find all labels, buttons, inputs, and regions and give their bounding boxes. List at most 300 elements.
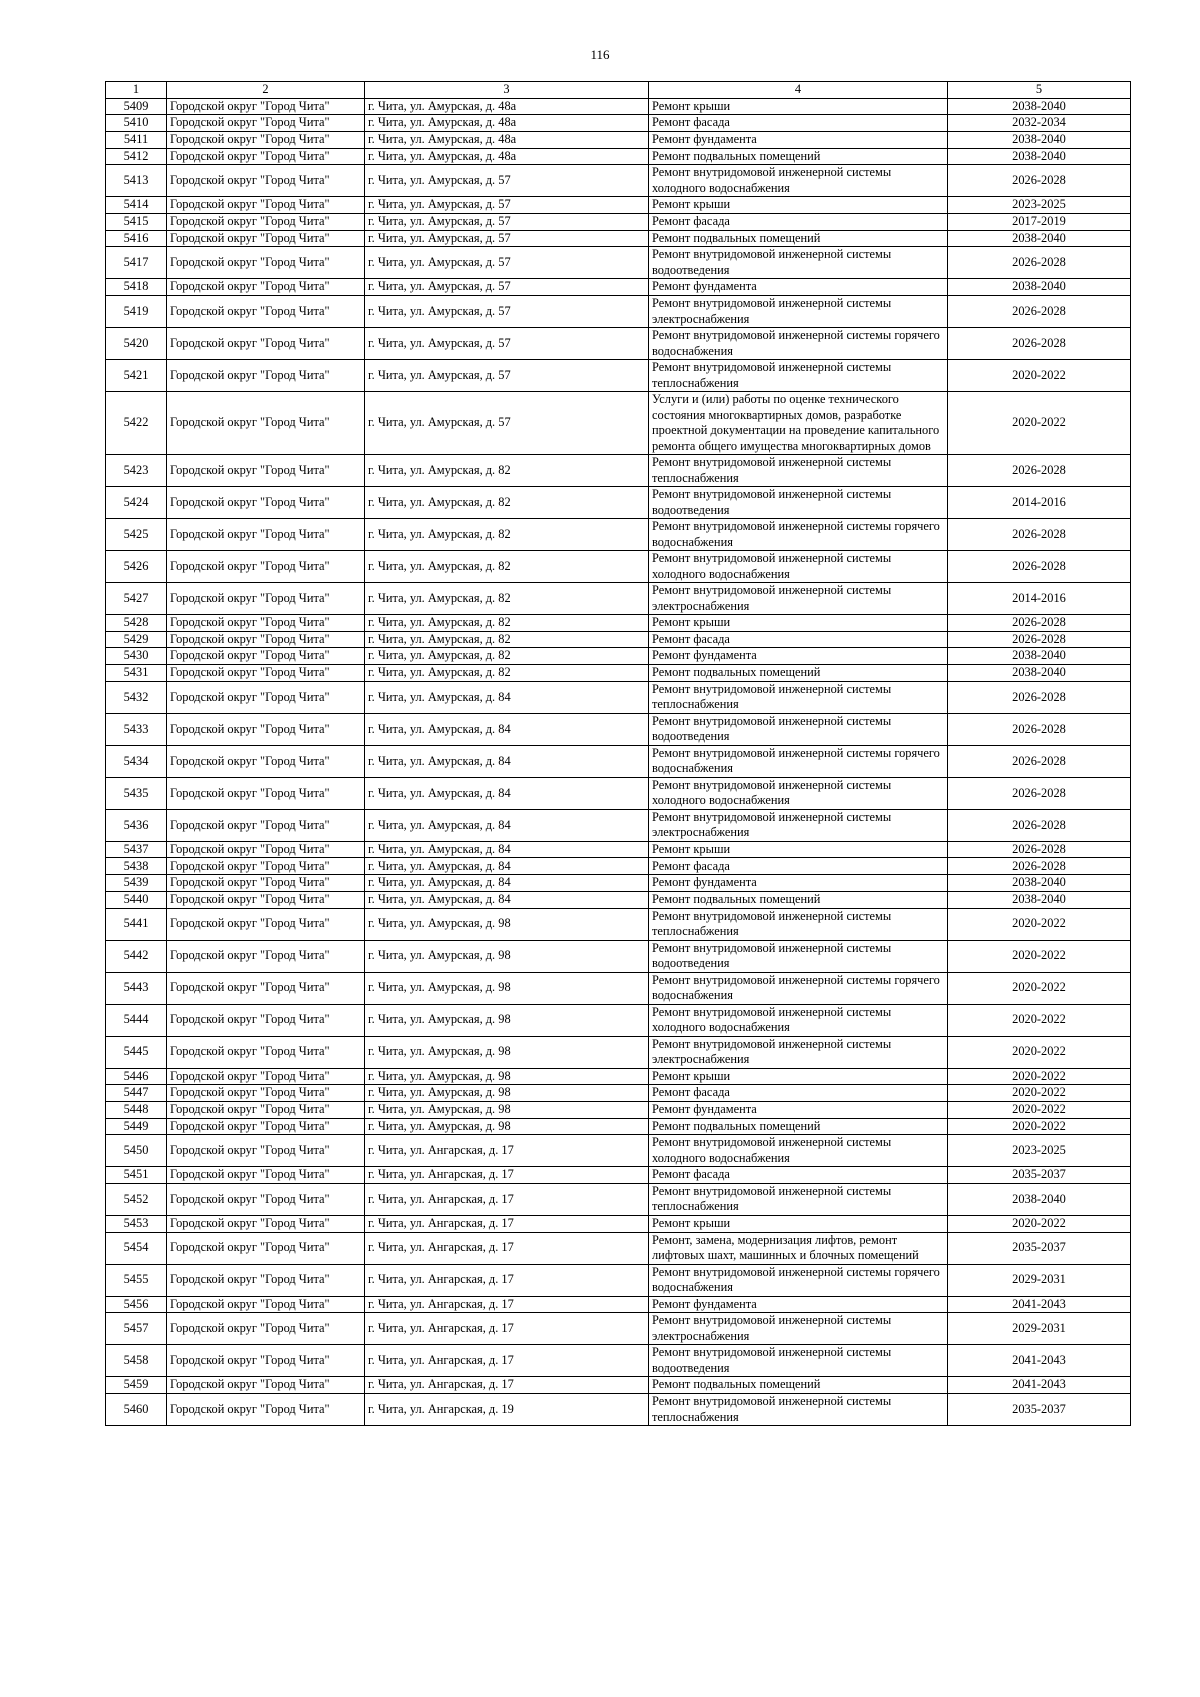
cell-address: г. Чита, ул. Амурская, д. 84 xyxy=(365,858,649,875)
table-row xyxy=(106,940,1131,972)
cell-municipality: Городской округ "Город Чита" xyxy=(167,1068,365,1085)
cell-period: 2026-2028 xyxy=(948,841,1131,858)
cell-work-type: Ремонт внутридомовой инженерной системы электроснабжения xyxy=(649,1313,948,1345)
table-row xyxy=(106,1004,1131,1036)
cell-municipality: Городской округ "Город Чита" xyxy=(167,487,365,519)
cell-period: 2038-2040 xyxy=(948,665,1131,682)
cell-work-type: Ремонт фундамента xyxy=(649,1101,948,1118)
cell-address: г. Чита, ул. Амурская, д. 82 xyxy=(365,648,649,665)
cell-address: г. Чита, ул. Амурская, д. 98 xyxy=(365,1101,649,1118)
cell-work-type: Ремонт внутридомовой инженерной системы теплоснабжения xyxy=(649,681,948,713)
cell-work-type: Ремонт подвальных помещений xyxy=(649,230,948,247)
cell-row-number: 5454 xyxy=(106,1232,167,1264)
cell-municipality: Городской округ "Город Чита" xyxy=(167,392,365,455)
cell-work-type: Ремонт фундамента xyxy=(649,648,948,665)
table-row xyxy=(106,551,1131,583)
cell-address: г. Чита, ул. Амурская, д. 57 xyxy=(365,197,649,214)
cell-municipality: Городской округ "Город Чита" xyxy=(167,98,365,115)
cell-address: г. Чита, ул. Амурская, д. 57 xyxy=(365,296,649,328)
table-row xyxy=(106,296,1131,328)
table-row xyxy=(106,681,1131,713)
header-col-5: 5 xyxy=(948,82,1131,99)
header-col-4: 4 xyxy=(649,82,948,99)
table-row xyxy=(106,1296,1131,1313)
cell-address: г. Чита, ул. Ангарская, д. 17 xyxy=(365,1313,649,1345)
cell-address: г. Чита, ул. Амурская, д. 98 xyxy=(365,1036,649,1068)
cell-period: 2020-2022 xyxy=(948,1036,1131,1068)
cell-row-number: 5438 xyxy=(106,858,167,875)
table-row xyxy=(106,487,1131,519)
cell-work-type: Ремонт фундамента xyxy=(649,1296,948,1313)
cell-municipality: Городской округ "Город Чита" xyxy=(167,665,365,682)
cell-period: 2026-2028 xyxy=(948,551,1131,583)
cell-address: г. Чита, ул. Амурская, д. 57 xyxy=(365,230,649,247)
cell-row-number: 5410 xyxy=(106,115,167,132)
cell-municipality: Городской округ "Город Чита" xyxy=(167,1232,365,1264)
cell-period: 2023-2025 xyxy=(948,1135,1131,1167)
table-row xyxy=(106,98,1131,115)
cell-period: 2026-2028 xyxy=(948,858,1131,875)
cell-address: г. Чита, ул. Амурская, д. 48а xyxy=(365,98,649,115)
cell-address: г. Чита, ул. Ангарская, д. 19 xyxy=(365,1394,649,1426)
cell-municipality: Городской округ "Город Чита" xyxy=(167,1101,365,1118)
cell-address: г. Чита, ул. Ангарская, д. 17 xyxy=(365,1215,649,1232)
cell-address: г. Чита, ул. Амурская, д. 98 xyxy=(365,940,649,972)
cell-period: 2038-2040 xyxy=(948,648,1131,665)
table-row xyxy=(106,1345,1131,1377)
cell-period: 2020-2022 xyxy=(948,360,1131,392)
cell-work-type: Ремонт крыши xyxy=(649,1215,948,1232)
cell-row-number: 5455 xyxy=(106,1264,167,1296)
cell-work-type: Ремонт внутридомовой инженерной системы теплоснабжения xyxy=(649,1183,948,1215)
cell-row-number: 5443 xyxy=(106,972,167,1004)
cell-municipality: Городской округ "Город Чита" xyxy=(167,681,365,713)
cell-row-number: 5458 xyxy=(106,1345,167,1377)
cell-work-type: Ремонт крыши xyxy=(649,841,948,858)
cell-work-type: Ремонт крыши xyxy=(649,615,948,632)
cell-work-type: Ремонт, замена, модернизация лифтов, ремонт лифтовых шахт, машинных и блочных помещений xyxy=(649,1232,948,1264)
cell-address: г. Чита, ул. Амурская, д. 82 xyxy=(365,615,649,632)
cell-period: 2041-2043 xyxy=(948,1296,1131,1313)
cell-address: г. Чита, ул. Амурская, д. 98 xyxy=(365,1118,649,1135)
table-row xyxy=(106,809,1131,841)
cell-municipality: Городской округ "Город Чита" xyxy=(167,1085,365,1102)
cell-work-type: Ремонт внутридомовой инженерной системы холодного водоснабжения xyxy=(649,1004,948,1036)
cell-municipality: Городской округ "Город Чита" xyxy=(167,713,365,745)
cell-period: 2026-2028 xyxy=(948,631,1131,648)
cell-row-number: 5430 xyxy=(106,648,167,665)
cell-work-type: Ремонт подвальных помещений xyxy=(649,148,948,165)
cell-work-type: Ремонт внутридомовой инженерной системы электроснабжения xyxy=(649,583,948,615)
cell-address: г. Чита, ул. Амурская, д. 84 xyxy=(365,875,649,892)
table-row xyxy=(106,1215,1131,1232)
cell-address: г. Чита, ул. Амурская, д. 82 xyxy=(365,487,649,519)
table-row xyxy=(106,858,1131,875)
cell-work-type: Ремонт внутридомовой инженерной системы водоотведения xyxy=(649,940,948,972)
cell-municipality: Городской округ "Город Чита" xyxy=(167,148,365,165)
cell-row-number: 5436 xyxy=(106,809,167,841)
cell-work-type: Ремонт крыши xyxy=(649,197,948,214)
cell-address: г. Чита, ул. Ангарская, д. 17 xyxy=(365,1377,649,1394)
cell-municipality: Городской округ "Город Чита" xyxy=(167,858,365,875)
cell-work-type: Ремонт внутридомовой инженерной системы водоотведения xyxy=(649,1345,948,1377)
table-row xyxy=(106,648,1131,665)
cell-period: 2026-2028 xyxy=(948,519,1131,551)
cell-address: г. Чита, ул. Ангарская, д. 17 xyxy=(365,1167,649,1184)
cell-work-type: Ремонт внутридомовой инженерной системы горячего водоснабжения xyxy=(649,972,948,1004)
cell-work-type: Ремонт внутридомовой инженерной системы водоотведения xyxy=(649,247,948,279)
cell-municipality: Городской округ "Город Чита" xyxy=(167,1004,365,1036)
cell-row-number: 5418 xyxy=(106,279,167,296)
table-row xyxy=(106,1313,1131,1345)
cell-period: 2026-2028 xyxy=(948,777,1131,809)
table-row xyxy=(106,665,1131,682)
cell-address: г. Чита, ул. Амурская, д. 98 xyxy=(365,972,649,1004)
cell-period: 2038-2040 xyxy=(948,131,1131,148)
cell-period: 2035-2037 xyxy=(948,1232,1131,1264)
cell-row-number: 5417 xyxy=(106,247,167,279)
table-row xyxy=(106,1036,1131,1068)
cell-period: 2038-2040 xyxy=(948,98,1131,115)
cell-work-type: Ремонт внутридомовой инженерной системы электроснабжения xyxy=(649,1036,948,1068)
cell-period: 2035-2037 xyxy=(948,1167,1131,1184)
table-row xyxy=(106,583,1131,615)
header-col-3: 3 xyxy=(365,82,649,99)
cell-period: 2020-2022 xyxy=(948,1004,1131,1036)
cell-address: г. Чита, ул. Амурская, д. 57 xyxy=(365,247,649,279)
cell-period: 2029-2031 xyxy=(948,1313,1131,1345)
table-row xyxy=(106,841,1131,858)
table-row xyxy=(106,115,1131,132)
cell-address: г. Чита, ул. Амурская, д. 82 xyxy=(365,583,649,615)
cell-address: г. Чита, ул. Амурская, д. 57 xyxy=(365,213,649,230)
cell-work-type: Ремонт внутридомовой инженерной системы водоотведения xyxy=(649,713,948,745)
cell-period: 2026-2028 xyxy=(948,455,1131,487)
cell-municipality: Городской округ "Город Чита" xyxy=(167,131,365,148)
table-row xyxy=(106,165,1131,197)
table-row xyxy=(106,279,1131,296)
cell-work-type: Ремонт внутридомовой инженерной системы холодного водоснабжения xyxy=(649,165,948,197)
cell-address: г. Чита, ул. Амурская, д. 84 xyxy=(365,891,649,908)
table-row xyxy=(106,875,1131,892)
table-row xyxy=(106,1232,1131,1264)
cell-work-type: Ремонт фасада xyxy=(649,213,948,230)
cell-row-number: 5415 xyxy=(106,213,167,230)
cell-row-number: 5426 xyxy=(106,551,167,583)
cell-municipality: Городской округ "Город Чита" xyxy=(167,1296,365,1313)
cell-municipality: Городской округ "Город Чита" xyxy=(167,1118,365,1135)
cell-municipality: Городской округ "Город Чита" xyxy=(167,615,365,632)
cell-period: 2020-2022 xyxy=(948,1215,1131,1232)
table-row xyxy=(106,197,1131,214)
cell-row-number: 5419 xyxy=(106,296,167,328)
cell-address: г. Чита, ул. Амурская, д. 82 xyxy=(365,665,649,682)
table-row xyxy=(106,1101,1131,1118)
cell-address: г. Чита, ул. Ангарская, д. 17 xyxy=(365,1135,649,1167)
cell-period: 2038-2040 xyxy=(948,148,1131,165)
cell-row-number: 5441 xyxy=(106,908,167,940)
cell-address: г. Чита, ул. Амурская, д. 84 xyxy=(365,809,649,841)
cell-work-type: Ремонт фундамента xyxy=(649,279,948,296)
cell-address: г. Чита, ул. Амурская, д. 98 xyxy=(365,908,649,940)
cell-municipality: Городской округ "Город Чита" xyxy=(167,841,365,858)
cell-municipality: Городской округ "Город Чита" xyxy=(167,328,365,360)
cell-address: г. Чита, ул. Ангарская, д. 17 xyxy=(365,1296,649,1313)
table-row xyxy=(106,360,1131,392)
cell-row-number: 5456 xyxy=(106,1296,167,1313)
cell-period: 2038-2040 xyxy=(948,1183,1131,1215)
cell-address: г. Чита, ул. Амурская, д. 48а xyxy=(365,148,649,165)
cell-municipality: Городской округ "Город Чита" xyxy=(167,940,365,972)
cell-municipality: Городской округ "Город Чита" xyxy=(167,745,365,777)
cell-row-number: 5413 xyxy=(106,165,167,197)
table-row xyxy=(106,392,1131,455)
cell-municipality: Городской округ "Город Чита" xyxy=(167,455,365,487)
cell-address: г. Чита, ул. Ангарская, д. 17 xyxy=(365,1183,649,1215)
table-row xyxy=(106,1118,1131,1135)
cell-address: г. Чита, ул. Амурская, д. 82 xyxy=(365,519,649,551)
cell-municipality: Городской округ "Город Чита" xyxy=(167,551,365,583)
cell-row-number: 5433 xyxy=(106,713,167,745)
cell-row-number: 5421 xyxy=(106,360,167,392)
cell-work-type: Ремонт внутридомовой инженерной системы теплоснабжения xyxy=(649,360,948,392)
cell-work-type: Ремонт подвальных помещений xyxy=(649,1377,948,1394)
cell-municipality: Городской округ "Город Чита" xyxy=(167,1377,365,1394)
cell-period: 2038-2040 xyxy=(948,279,1131,296)
cell-work-type: Ремонт внутридомовой инженерной системы холодного водоснабжения xyxy=(649,1135,948,1167)
cell-work-type: Ремонт фундамента xyxy=(649,875,948,892)
cell-work-type: Ремонт внутридомовой инженерной системы горячего водоснабжения xyxy=(649,519,948,551)
cell-row-number: 5416 xyxy=(106,230,167,247)
cell-address: г. Чита, ул. Амурская, д. 82 xyxy=(365,551,649,583)
table-row xyxy=(106,1167,1131,1184)
table-row xyxy=(106,455,1131,487)
cell-row-number: 5437 xyxy=(106,841,167,858)
header-col-2: 2 xyxy=(167,82,365,99)
cell-address: г. Чита, ул. Амурская, д. 57 xyxy=(365,279,649,296)
cell-municipality: Городской округ "Город Чита" xyxy=(167,230,365,247)
cell-period: 2014-2016 xyxy=(948,583,1131,615)
table-row xyxy=(106,713,1131,745)
cell-municipality: Городской округ "Город Чита" xyxy=(167,1036,365,1068)
cell-municipality: Городской округ "Город Чита" xyxy=(167,213,365,230)
cell-work-type: Ремонт фасада xyxy=(649,1085,948,1102)
cell-row-number: 5457 xyxy=(106,1313,167,1345)
cell-period: 2020-2022 xyxy=(948,908,1131,940)
cell-period: 2026-2028 xyxy=(948,165,1131,197)
cell-municipality: Городской округ "Город Чита" xyxy=(167,1135,365,1167)
cell-row-number: 5423 xyxy=(106,455,167,487)
cell-period: 2026-2028 xyxy=(948,296,1131,328)
cell-municipality: Городской округ "Город Чита" xyxy=(167,875,365,892)
cell-municipality: Городской округ "Город Чита" xyxy=(167,648,365,665)
cell-address: г. Чита, ул. Амурская, д. 57 xyxy=(365,392,649,455)
cell-work-type: Ремонт внутридомовой инженерной системы горячего водоснабжения xyxy=(649,1264,948,1296)
cell-address: г. Чита, ул. Амурская, д. 48а xyxy=(365,131,649,148)
cell-period: 2026-2028 xyxy=(948,615,1131,632)
cell-period: 2038-2040 xyxy=(948,875,1131,892)
cell-municipality: Городской округ "Город Чита" xyxy=(167,165,365,197)
cell-period: 2020-2022 xyxy=(948,392,1131,455)
cell-period: 2038-2040 xyxy=(948,230,1131,247)
header-row xyxy=(106,82,1131,99)
cell-period: 2035-2037 xyxy=(948,1394,1131,1426)
table-row xyxy=(106,615,1131,632)
cell-row-number: 5409 xyxy=(106,98,167,115)
cell-municipality: Городской округ "Город Чита" xyxy=(167,972,365,1004)
cell-address: г. Чита, ул. Амурская, д. 84 xyxy=(365,777,649,809)
table-row xyxy=(106,1068,1131,1085)
cell-period: 2026-2028 xyxy=(948,713,1131,745)
cell-address: г. Чита, ул. Ангарская, д. 17 xyxy=(365,1232,649,1264)
table-row xyxy=(106,745,1131,777)
page-number: 116 xyxy=(590,47,610,62)
cell-work-type: Ремонт фундамента xyxy=(649,131,948,148)
cell-period: 2032-2034 xyxy=(948,115,1131,132)
cell-period: 2017-2019 xyxy=(948,213,1131,230)
cell-period: 2020-2022 xyxy=(948,1101,1131,1118)
cell-row-number: 5446 xyxy=(106,1068,167,1085)
table-body xyxy=(106,98,1131,1426)
cell-work-type: Ремонт подвальных помещений xyxy=(649,665,948,682)
cell-work-type: Ремонт фасада xyxy=(649,115,948,132)
table-row xyxy=(106,908,1131,940)
cell-row-number: 5431 xyxy=(106,665,167,682)
cell-work-type: Ремонт внутридомовой инженерной системы теплоснабжения xyxy=(649,455,948,487)
cell-municipality: Городской округ "Город Чита" xyxy=(167,908,365,940)
header-col-1: 1 xyxy=(106,82,167,99)
cell-work-type: Ремонт внутридомовой инженерной системы холодного водоснабжения xyxy=(649,551,948,583)
table-row xyxy=(106,328,1131,360)
cell-work-type: Ремонт внутридомовой инженерной системы электроснабжения xyxy=(649,809,948,841)
cell-row-number: 5442 xyxy=(106,940,167,972)
table-row xyxy=(106,247,1131,279)
cell-row-number: 5452 xyxy=(106,1183,167,1215)
cell-address: г. Чита, ул. Амурская, д. 98 xyxy=(365,1085,649,1102)
table-row xyxy=(106,131,1131,148)
cell-work-type: Ремонт внутридомовой инженерной системы водоотведения xyxy=(649,487,948,519)
table-row xyxy=(106,1264,1131,1296)
cell-municipality: Городской округ "Город Чита" xyxy=(167,631,365,648)
cell-period: 2041-2043 xyxy=(948,1345,1131,1377)
cell-row-number: 5435 xyxy=(106,777,167,809)
cell-period: 2029-2031 xyxy=(948,1264,1131,1296)
cell-period: 2026-2028 xyxy=(948,681,1131,713)
table-row xyxy=(106,777,1131,809)
table-row xyxy=(106,631,1131,648)
cell-row-number: 5451 xyxy=(106,1167,167,1184)
cell-row-number: 5429 xyxy=(106,631,167,648)
cell-address: г. Чита, ул. Амурская, д. 84 xyxy=(365,713,649,745)
cell-period: 2038-2040 xyxy=(948,891,1131,908)
cell-municipality: Городской округ "Город Чита" xyxy=(167,809,365,841)
cell-work-type: Ремонт фасада xyxy=(649,1167,948,1184)
cell-work-type: Ремонт крыши xyxy=(649,1068,948,1085)
cell-period: 2023-2025 xyxy=(948,197,1131,214)
cell-period: 2020-2022 xyxy=(948,940,1131,972)
cell-period: 2014-2016 xyxy=(948,487,1131,519)
cell-row-number: 5447 xyxy=(106,1085,167,1102)
cell-address: г. Чита, ул. Амурская, д. 82 xyxy=(365,455,649,487)
cell-address: г. Чита, ул. Амурская, д. 84 xyxy=(365,841,649,858)
cell-municipality: Городской округ "Город Чита" xyxy=(167,360,365,392)
capital-repair-table xyxy=(105,81,1131,1426)
cell-period: 2026-2028 xyxy=(948,745,1131,777)
cell-address: г. Чита, ул. Амурская, д. 57 xyxy=(365,165,649,197)
cell-work-type: Ремонт внутридомовой инженерной системы горячего водоснабжения xyxy=(649,745,948,777)
cell-period: 2020-2022 xyxy=(948,1118,1131,1135)
table-row xyxy=(106,1377,1131,1394)
table-header xyxy=(106,82,1131,99)
cell-address: г. Чита, ул. Ангарская, д. 17 xyxy=(365,1345,649,1377)
cell-municipality: Городской округ "Город Чита" xyxy=(167,1313,365,1345)
cell-work-type: Ремонт внутридомовой инженерной системы холодного водоснабжения xyxy=(649,777,948,809)
cell-municipality: Городской округ "Город Чита" xyxy=(167,296,365,328)
cell-municipality: Городской округ "Город Чита" xyxy=(167,279,365,296)
cell-address: г. Чита, ул. Амурская, д. 84 xyxy=(365,681,649,713)
cell-municipality: Городской округ "Город Чита" xyxy=(167,1167,365,1184)
cell-period: 2041-2043 xyxy=(948,1377,1131,1394)
table-row xyxy=(106,1085,1131,1102)
cell-row-number: 5444 xyxy=(106,1004,167,1036)
cell-address: г. Чита, ул. Амурская, д. 57 xyxy=(365,360,649,392)
cell-work-type: Услуги и (или) работы по оценке технического состояния многоквартирных домов, разработке проектной документации на проведение капитального ремонта общего имущества многоквартирных домов xyxy=(649,392,948,455)
cell-work-type: Ремонт подвальных помещений xyxy=(649,891,948,908)
cell-row-number: 5424 xyxy=(106,487,167,519)
cell-row-number: 5459 xyxy=(106,1377,167,1394)
cell-period: 2020-2022 xyxy=(948,1068,1131,1085)
cell-row-number: 5448 xyxy=(106,1101,167,1118)
cell-municipality: Городской округ "Город Чита" xyxy=(167,777,365,809)
cell-municipality: Городской округ "Город Чита" xyxy=(167,1215,365,1232)
cell-municipality: Городской округ "Город Чита" xyxy=(167,1345,365,1377)
cell-period: 2026-2028 xyxy=(948,328,1131,360)
cell-address: г. Чита, ул. Амурская, д. 98 xyxy=(365,1068,649,1085)
table-row xyxy=(106,213,1131,230)
cell-row-number: 5450 xyxy=(106,1135,167,1167)
cell-row-number: 5440 xyxy=(106,891,167,908)
table-row xyxy=(106,891,1131,908)
cell-work-type: Ремонт фасада xyxy=(649,858,948,875)
cell-work-type: Ремонт внутридомовой инженерной системы теплоснабжения xyxy=(649,1394,948,1426)
cell-municipality: Городской округ "Город Чита" xyxy=(167,197,365,214)
cell-work-type: Ремонт фасада xyxy=(649,631,948,648)
cell-period: 2026-2028 xyxy=(948,809,1131,841)
table-row xyxy=(106,1183,1131,1215)
cell-municipality: Городской округ "Город Чита" xyxy=(167,1264,365,1296)
cell-municipality: Городской округ "Город Чита" xyxy=(167,1183,365,1215)
cell-municipality: Городской округ "Город Чита" xyxy=(167,891,365,908)
cell-row-number: 5425 xyxy=(106,519,167,551)
table-row xyxy=(106,148,1131,165)
cell-work-type: Ремонт внутридомовой инженерной системы горячего водоснабжения xyxy=(649,328,948,360)
table-row xyxy=(106,230,1131,247)
cell-row-number: 5411 xyxy=(106,131,167,148)
cell-municipality: Городской округ "Город Чита" xyxy=(167,1394,365,1426)
table-row xyxy=(106,519,1131,551)
cell-municipality: Городской округ "Город Чита" xyxy=(167,519,365,551)
cell-row-number: 5449 xyxy=(106,1118,167,1135)
cell-period: 2020-2022 xyxy=(948,1085,1131,1102)
cell-address: г. Чита, ул. Амурская, д. 57 xyxy=(365,328,649,360)
cell-municipality: Городской округ "Город Чита" xyxy=(167,247,365,279)
cell-row-number: 5439 xyxy=(106,875,167,892)
cell-row-number: 5453 xyxy=(106,1215,167,1232)
cell-row-number: 5428 xyxy=(106,615,167,632)
cell-row-number: 5412 xyxy=(106,148,167,165)
cell-municipality: Городской округ "Город Чита" xyxy=(167,583,365,615)
cell-address: г. Чита, ул. Амурская, д. 82 xyxy=(365,631,649,648)
